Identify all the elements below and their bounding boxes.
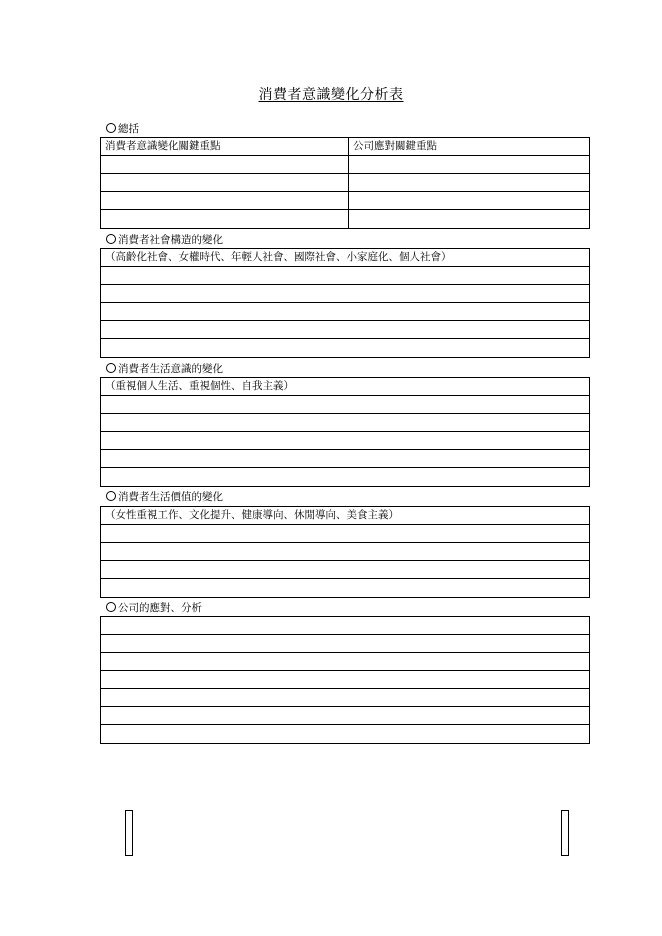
table-cell[interactable] — [349, 174, 589, 191]
section-heading-text: 消費者社會構造的變化 — [118, 234, 223, 246]
section-heading-life-awareness — [106, 363, 223, 376]
table-cell[interactable] — [101, 210, 349, 228]
table-cell[interactable] — [101, 192, 349, 209]
left-edge-marker — [125, 810, 133, 856]
company-response-table — [100, 616, 590, 744]
circle-bullet-icon — [106, 602, 116, 612]
table-cell[interactable] — [101, 156, 349, 173]
column-header-company-key-points: 公司應對關鍵重點 — [353, 140, 437, 152]
table-row — [101, 156, 589, 174]
note-row: （女性重視工作、文化提升、健康導向、休閒導向、美食主義） — [101, 507, 589, 525]
table-row — [101, 192, 589, 210]
section-heading-life-values — [106, 491, 223, 504]
table-row[interactable] — [101, 561, 589, 579]
right-edge-marker — [561, 810, 569, 856]
table-header-row — [101, 138, 589, 156]
table-cell[interactable] — [349, 192, 589, 209]
summary-table — [100, 137, 590, 229]
table-row — [101, 210, 589, 228]
table-row[interactable] — [101, 285, 589, 303]
life-values-table — [100, 506, 590, 598]
table-row[interactable] — [101, 321, 589, 339]
section-heading-company-response — [106, 602, 202, 615]
table-row[interactable] — [101, 525, 589, 543]
table-row[interactable] — [101, 267, 589, 285]
table-cell[interactable] — [349, 210, 589, 228]
table-row[interactable] — [101, 579, 589, 597]
table-row[interactable] — [101, 414, 589, 432]
section-heading-social-structure — [106, 234, 223, 247]
table-row[interactable] — [101, 450, 589, 468]
circle-bullet-icon — [106, 234, 116, 244]
table-row[interactable] — [101, 339, 589, 357]
circle-bullet-icon — [106, 491, 116, 501]
circle-bullet-icon — [106, 123, 116, 133]
section-heading-text: 總括 — [118, 123, 139, 135]
section-heading-text: 消費者生活價值的變化 — [118, 491, 223, 503]
table-row[interactable] — [101, 617, 589, 635]
table-row[interactable] — [101, 725, 589, 743]
table-row[interactable] — [101, 468, 589, 486]
note-row: （重視個人生活、重視個性、自我主義） — [101, 378, 589, 396]
section-heading-text: 消費者生活意識的變化 — [118, 363, 223, 375]
social-structure-table — [100, 248, 590, 358]
life-awareness-table — [100, 377, 590, 487]
table-row[interactable] — [101, 432, 589, 450]
table-row[interactable] — [101, 707, 589, 725]
page-title — [0, 84, 662, 104]
section-heading-summary — [106, 123, 139, 136]
note-row: （高齡化社會、女權時代、年輕人社會、國際社會、小家庭化、個人社會） — [101, 249, 589, 267]
table-cell[interactable] — [101, 174, 349, 191]
table-row[interactable] — [101, 635, 589, 653]
table-row[interactable] — [101, 689, 589, 707]
table-row[interactable] — [101, 671, 589, 689]
circle-bullet-icon — [106, 363, 116, 373]
column-header-consumer-key-points: 消費者意識變化關鍵重點 — [101, 138, 349, 155]
table-row — [101, 174, 589, 192]
table-row[interactable] — [101, 396, 589, 414]
table-row[interactable] — [101, 543, 589, 561]
table-row[interactable] — [101, 303, 589, 321]
table-cell[interactable] — [349, 156, 589, 173]
page-title-text: 消費者意識變化分析表 — [258, 87, 404, 103]
table-row[interactable] — [101, 653, 589, 671]
section-heading-text: 公司的應對、分析 — [118, 602, 202, 614]
